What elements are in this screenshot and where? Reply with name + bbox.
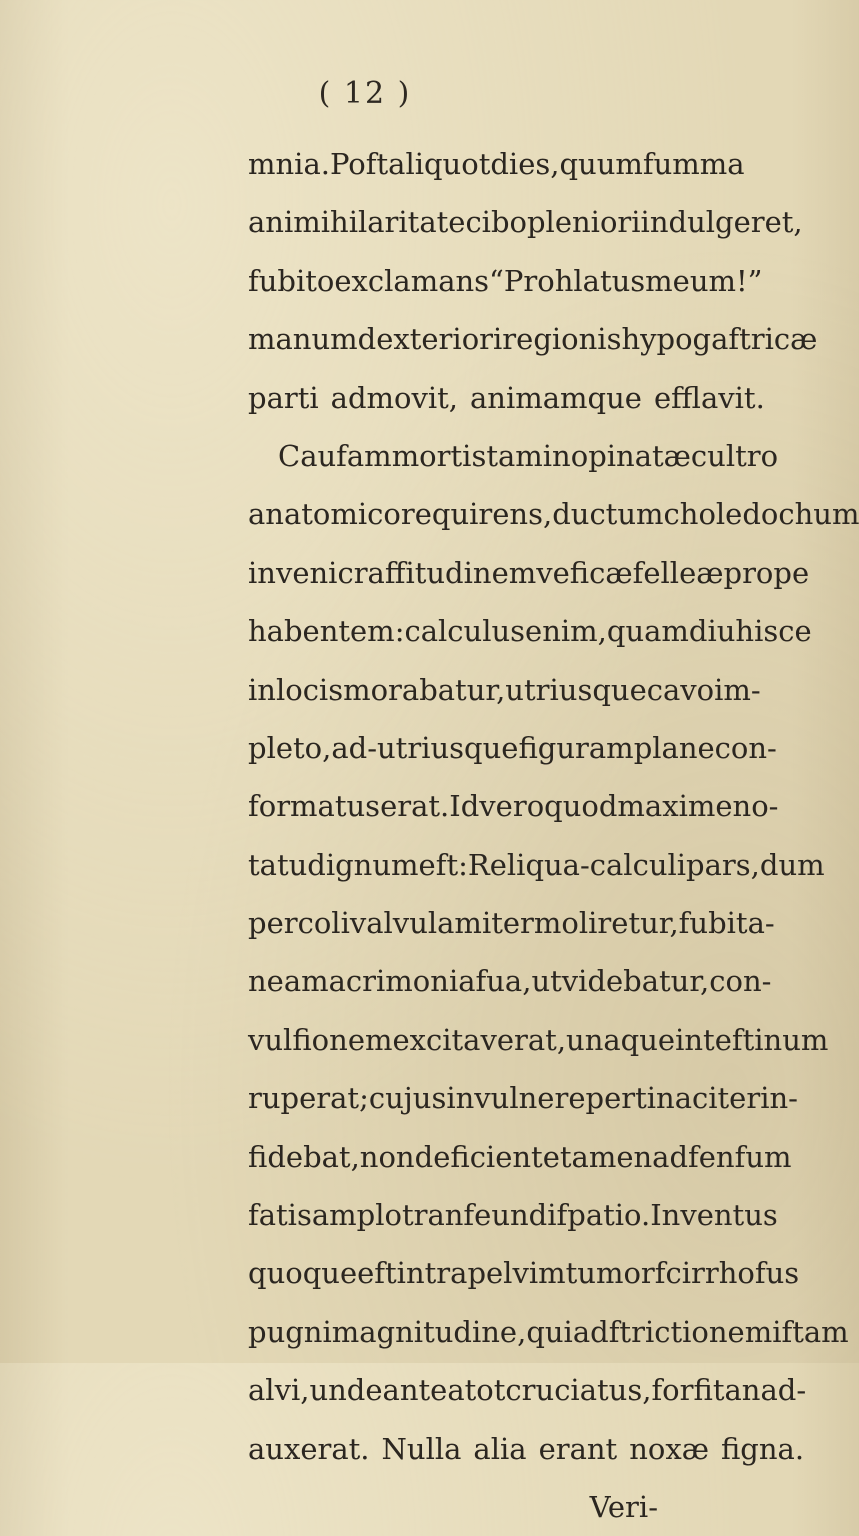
word: Nulla xyxy=(381,1431,462,1466)
word: hypogaftricæ xyxy=(621,322,818,357)
word: pertinaciter xyxy=(585,1081,761,1116)
word: efflavit. xyxy=(653,380,765,415)
word: eft xyxy=(418,847,459,882)
word: unaque xyxy=(566,1022,676,1057)
word: vulnere xyxy=(474,1081,586,1116)
word: dexteriori xyxy=(357,322,503,357)
text-line xyxy=(248,894,775,952)
word: calculus xyxy=(404,614,526,649)
word: iftam xyxy=(772,1314,849,1349)
word: fenfum xyxy=(688,1139,792,1174)
word: meum xyxy=(645,263,737,298)
text-line xyxy=(248,544,810,602)
word: in xyxy=(248,672,276,707)
word: locis xyxy=(275,672,344,707)
word: erant xyxy=(538,1431,618,1466)
word: mnia. xyxy=(248,147,330,181)
word: animi xyxy=(248,205,331,240)
word: magnitudine, xyxy=(331,1314,527,1349)
word: dum xyxy=(759,847,825,882)
word: prope xyxy=(723,555,810,590)
word: fidebat, xyxy=(248,1139,360,1174)
text-line xyxy=(248,369,765,427)
word: dignum xyxy=(307,847,419,882)
text-line xyxy=(248,1069,798,1127)
page-number: ( 12 ) xyxy=(318,76,412,111)
word: inopinatæ xyxy=(542,438,691,473)
text-line xyxy=(248,427,779,485)
word: dies, xyxy=(490,147,560,181)
word: tam xyxy=(486,438,543,473)
word: ad- xyxy=(760,1373,807,1408)
word: vero xyxy=(479,789,545,824)
word: plane xyxy=(633,730,715,765)
word: enim, xyxy=(525,614,607,649)
text-line xyxy=(248,952,772,1010)
word: admovit, xyxy=(330,380,458,415)
word: acrimonia xyxy=(328,964,476,999)
word: pelvim xyxy=(467,1256,566,1291)
catchword xyxy=(248,1478,718,1536)
word: parti xyxy=(248,380,319,415)
word: cultro xyxy=(690,438,779,473)
text-line xyxy=(248,252,763,310)
word: vulfionem xyxy=(248,1022,393,1057)
word: excitaverat, xyxy=(392,1022,567,1057)
word: hisce xyxy=(735,614,812,649)
word: unde xyxy=(309,1373,383,1408)
text-line xyxy=(248,1011,829,1069)
word: fumma xyxy=(642,147,745,181)
word: quum xyxy=(559,147,643,181)
word: fubito xyxy=(248,263,335,298)
word: fubita- xyxy=(678,906,775,941)
word: moliretur, xyxy=(533,906,679,941)
word: no- xyxy=(732,789,779,824)
word: antea xyxy=(382,1373,465,1408)
text-line xyxy=(248,1361,807,1419)
word: per xyxy=(248,906,298,941)
word: tatu xyxy=(248,847,308,882)
word: choledochum xyxy=(663,497,859,532)
word: Proh xyxy=(503,263,574,298)
word: eft xyxy=(357,1256,397,1291)
word: con- xyxy=(714,730,777,765)
word: figuram xyxy=(518,730,634,765)
word: manum xyxy=(248,322,358,357)
word: tamen xyxy=(559,1139,653,1174)
text-line xyxy=(248,1186,778,1244)
word: Inventus xyxy=(650,1198,778,1233)
word: intra xyxy=(396,1256,468,1291)
text-line xyxy=(248,1303,849,1361)
text-line xyxy=(248,1420,805,1478)
word: ut xyxy=(531,964,562,999)
word: utriusque xyxy=(505,672,647,707)
text-line xyxy=(248,602,812,660)
word: latus xyxy=(573,263,646,298)
word: inveni xyxy=(248,555,338,590)
word: auxerat. xyxy=(248,1431,370,1466)
word: figna. xyxy=(720,1431,805,1466)
word: Reliqua-calculi xyxy=(467,847,687,882)
text-line xyxy=(248,661,761,719)
word: fua, xyxy=(475,964,532,999)
word: adftrictionem xyxy=(572,1314,773,1349)
word: requirens, xyxy=(400,497,553,532)
word: anatomico xyxy=(248,497,401,532)
word: ad-utriusque xyxy=(331,730,519,765)
word: maxime xyxy=(617,789,733,824)
word: morabatur, xyxy=(343,672,506,707)
word: im- xyxy=(714,672,761,707)
word: veficæ xyxy=(536,555,633,590)
word: neam xyxy=(248,964,329,999)
word: ruperat xyxy=(248,1081,360,1116)
word: : xyxy=(394,614,405,649)
word: alvi, xyxy=(248,1373,310,1408)
word: pleniori xyxy=(526,205,641,240)
word: fatis xyxy=(248,1198,312,1233)
word: animamque xyxy=(470,380,642,415)
word: : xyxy=(458,847,468,882)
word: craffitudinem xyxy=(337,555,537,590)
word: erat. xyxy=(380,789,450,824)
word: iter xyxy=(481,906,534,941)
word: amplo xyxy=(311,1198,402,1233)
word: quamdiu xyxy=(606,614,736,649)
word: deficiente xyxy=(414,1139,560,1174)
word: pugni xyxy=(248,1314,332,1349)
word: forfitan xyxy=(651,1373,761,1408)
word: ; xyxy=(359,1081,369,1116)
word: cujus xyxy=(368,1081,447,1116)
word: quod xyxy=(544,789,618,824)
word: “ xyxy=(489,263,504,298)
word: in- xyxy=(760,1081,798,1116)
word: cavo xyxy=(646,672,715,707)
word: Poft xyxy=(329,147,389,181)
text-line xyxy=(248,719,777,777)
text-line xyxy=(248,1128,792,1186)
word: qui xyxy=(526,1314,573,1349)
word: exclamans xyxy=(334,263,490,298)
text-line xyxy=(248,836,825,894)
word: quoque xyxy=(248,1256,358,1291)
word: aliquot xyxy=(388,147,491,181)
word: alia xyxy=(473,1431,527,1466)
word: Veri- xyxy=(589,1489,658,1524)
word: felleæ xyxy=(632,555,724,590)
word: tot xyxy=(464,1373,506,1408)
word: formatus xyxy=(248,789,381,824)
word: ductum xyxy=(552,497,664,532)
word: pleto, xyxy=(248,730,332,765)
word: tumor xyxy=(565,1256,655,1291)
word: habentem xyxy=(248,614,395,649)
text-line xyxy=(248,135,745,193)
word: valvulam xyxy=(349,906,482,941)
word: Id xyxy=(449,789,480,824)
word: indulgeret, xyxy=(640,205,803,240)
text-line xyxy=(248,777,779,835)
word: !” xyxy=(736,263,763,298)
word: coli xyxy=(297,906,350,941)
word: noxæ xyxy=(629,1431,709,1466)
word: in xyxy=(446,1081,475,1116)
word: non xyxy=(359,1139,415,1174)
text-line xyxy=(248,310,818,368)
word: fcirrhofus xyxy=(654,1256,800,1291)
word: mortis xyxy=(391,438,487,473)
word: pars, xyxy=(686,847,760,882)
word: tranfeundi xyxy=(401,1198,557,1233)
word: videbatur, xyxy=(561,964,710,999)
text-line xyxy=(248,193,803,251)
word: hilaritate xyxy=(330,205,466,240)
word: Caufam xyxy=(278,438,392,473)
word: cibo xyxy=(465,205,527,240)
word: cruciatus, xyxy=(505,1373,652,1408)
word: regionis xyxy=(502,322,622,357)
word: inteftinum xyxy=(675,1022,829,1057)
text-line xyxy=(248,1244,800,1302)
body-text xyxy=(248,135,859,1536)
word: con- xyxy=(709,964,772,999)
word: ad xyxy=(652,1139,689,1174)
text-line xyxy=(248,485,859,543)
word: fpatio. xyxy=(556,1198,651,1233)
